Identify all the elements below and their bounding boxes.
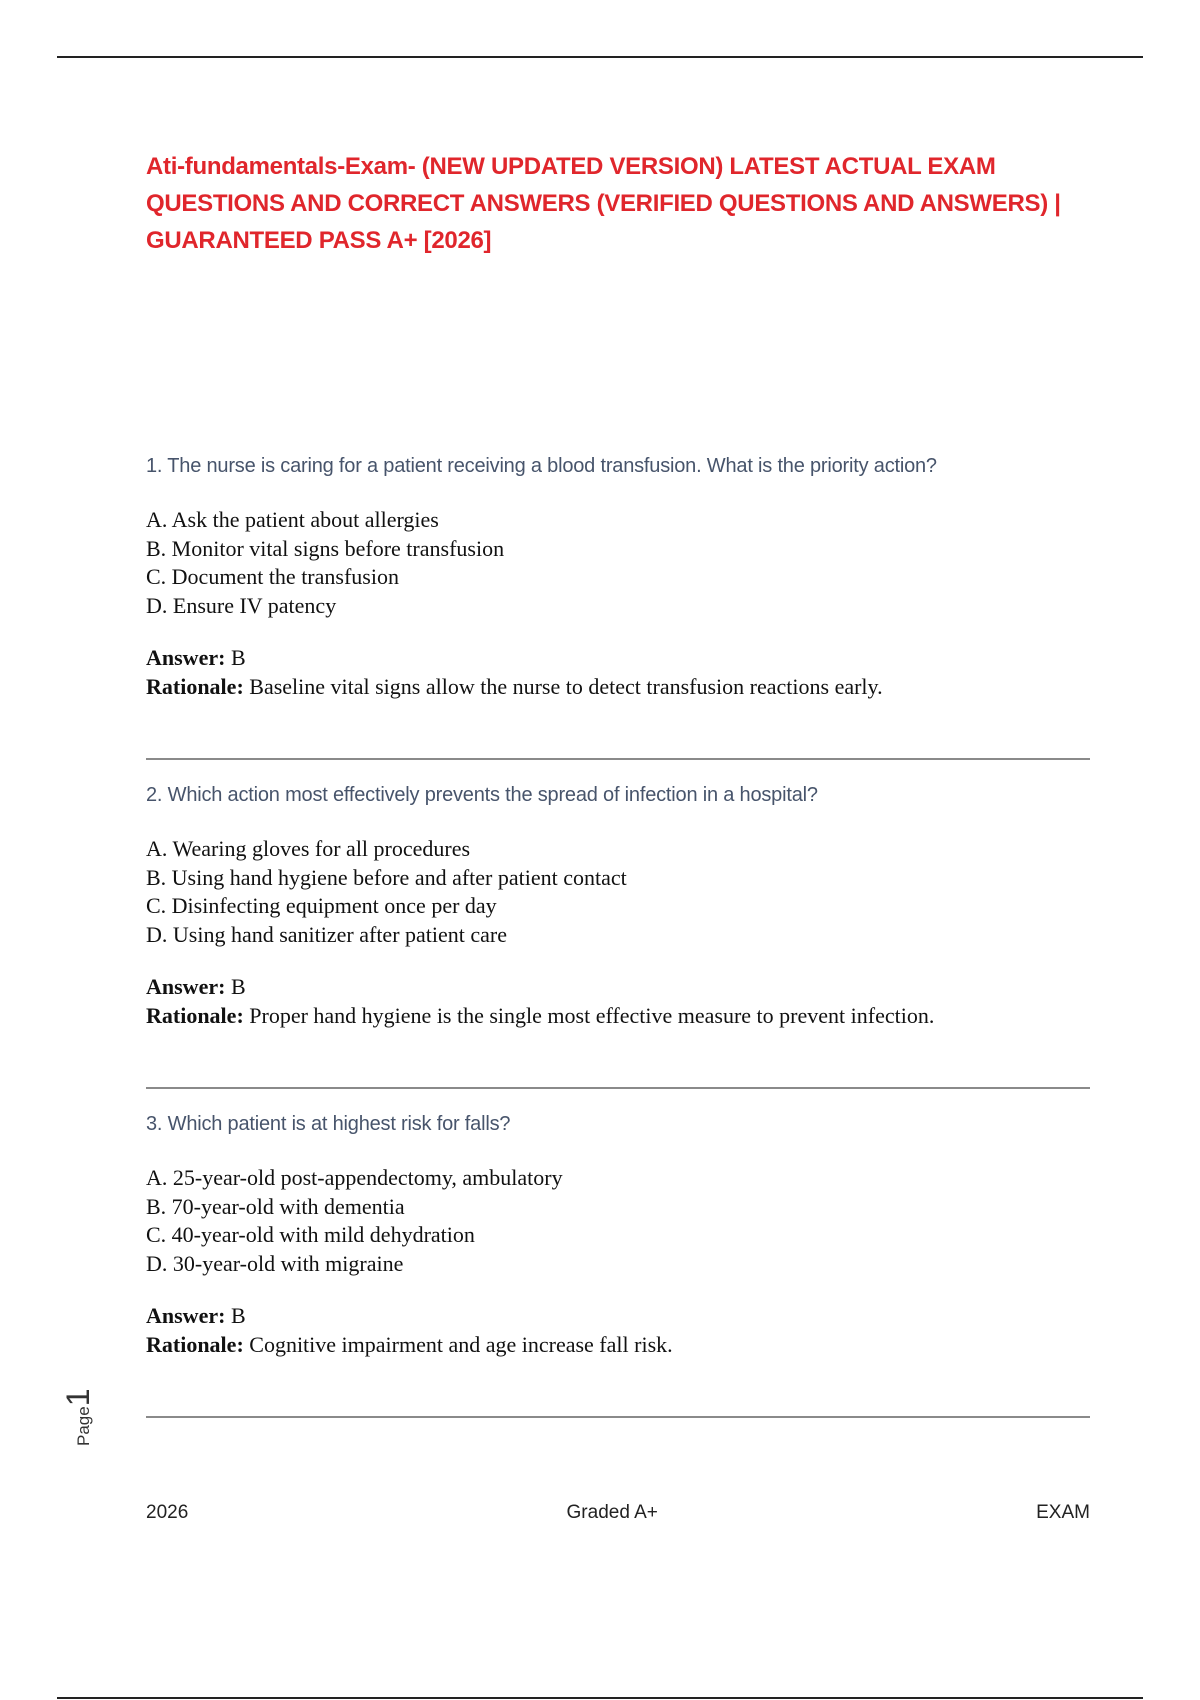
- answer-line: [146, 973, 1090, 1002]
- options-list: [146, 506, 1090, 620]
- question-text: 1. The nurse is caring for a patient receiving a blood transfusion. What is the priority action?: [146, 455, 937, 477]
- option-d: D. 30-year-old with migraine: [146, 1250, 404, 1276]
- answer-value: B: [225, 1303, 246, 1328]
- question-block-2: [146, 781, 1090, 1030]
- option-d: D. Ensure IV patency: [146, 592, 337, 618]
- footer-grade: Graded A+: [566, 1502, 658, 1523]
- option-a: A. Wearing gloves for all procedures: [146, 836, 471, 861]
- rationale-label: Rationale:: [146, 1331, 244, 1357]
- answer-label: Answer:: [146, 974, 226, 999]
- answer-label: Answer:: [146, 645, 226, 670]
- option-b: B. Monitor vital signs before transfusion: [146, 535, 505, 561]
- option-a: A. 25-year-old post-appendectomy, ambulatory: [146, 1165, 563, 1190]
- option-c: C. Document the transfusion: [146, 564, 399, 589]
- footer-exam: EXAM: [1036, 1502, 1090, 1523]
- rationale-label: Rationale:: [146, 1002, 244, 1028]
- option-b: B. 70-year-old with dementia: [146, 1193, 405, 1219]
- header-rule: [57, 56, 1143, 58]
- rationale-label: Rationale:: [146, 673, 244, 699]
- page-label: Page: [74, 1406, 93, 1446]
- answer-line: [146, 1302, 1090, 1331]
- question-divider: [146, 1416, 1090, 1418]
- option-d: D. Using hand sanitizer after patient care: [146, 921, 508, 947]
- footer-rule: [57, 1697, 1143, 1699]
- rationale-text: Baseline vital signs allow the nurse to detect transfusion reactions early.: [243, 673, 883, 699]
- answer-line: [146, 644, 1090, 673]
- page-number: 1: [60, 1388, 96, 1407]
- question-text: 3. Which patient is at highest risk for falls?: [146, 1113, 511, 1135]
- page-footer: [146, 1502, 1090, 1524]
- option-b: B. Using hand hygiene before and after patient contact: [146, 864, 627, 890]
- question-text: 2. Which action most effectively prevents the spread of infection in a hospital?: [146, 784, 818, 806]
- answer-label: Answer:: [146, 1303, 226, 1328]
- answer-value: B: [225, 974, 246, 999]
- question-divider: [146, 1087, 1090, 1089]
- rationale-line: [146, 1331, 1090, 1360]
- rationale-line: [146, 673, 1090, 702]
- option-c: C. Disinfecting equipment once per day: [146, 893, 497, 918]
- options-list: [146, 835, 1090, 949]
- document-title: Ati-fundamentals-Exam- (NEW UPDATED VERSION) LATEST ACTUAL EXAM QUESTIONS AND CORRECT ANSWERS (VERIFIED QUESTIONS AND ANSWERS) | GUARANTEED PASS A+ [2026]: [146, 153, 1061, 254]
- page-number-marker: [60, 1316, 100, 1446]
- footer-year: 2026: [146, 1502, 189, 1523]
- options-list: [146, 1164, 1090, 1278]
- rationale-line: [146, 1002, 1090, 1031]
- rationale-text: Proper hand hygiene is the single most effective measure to prevent infection.: [243, 1002, 935, 1028]
- option-c: C. 40-year-old with mild dehydration: [146, 1222, 475, 1247]
- answer-value: B: [225, 645, 246, 670]
- question-divider: [146, 758, 1090, 760]
- question-block-1: [146, 452, 1090, 701]
- option-a: A. Ask the patient about allergies: [146, 507, 439, 532]
- question-block-3: [146, 1110, 1090, 1359]
- rationale-text: Cognitive impairment and age increase fall risk.: [243, 1331, 673, 1357]
